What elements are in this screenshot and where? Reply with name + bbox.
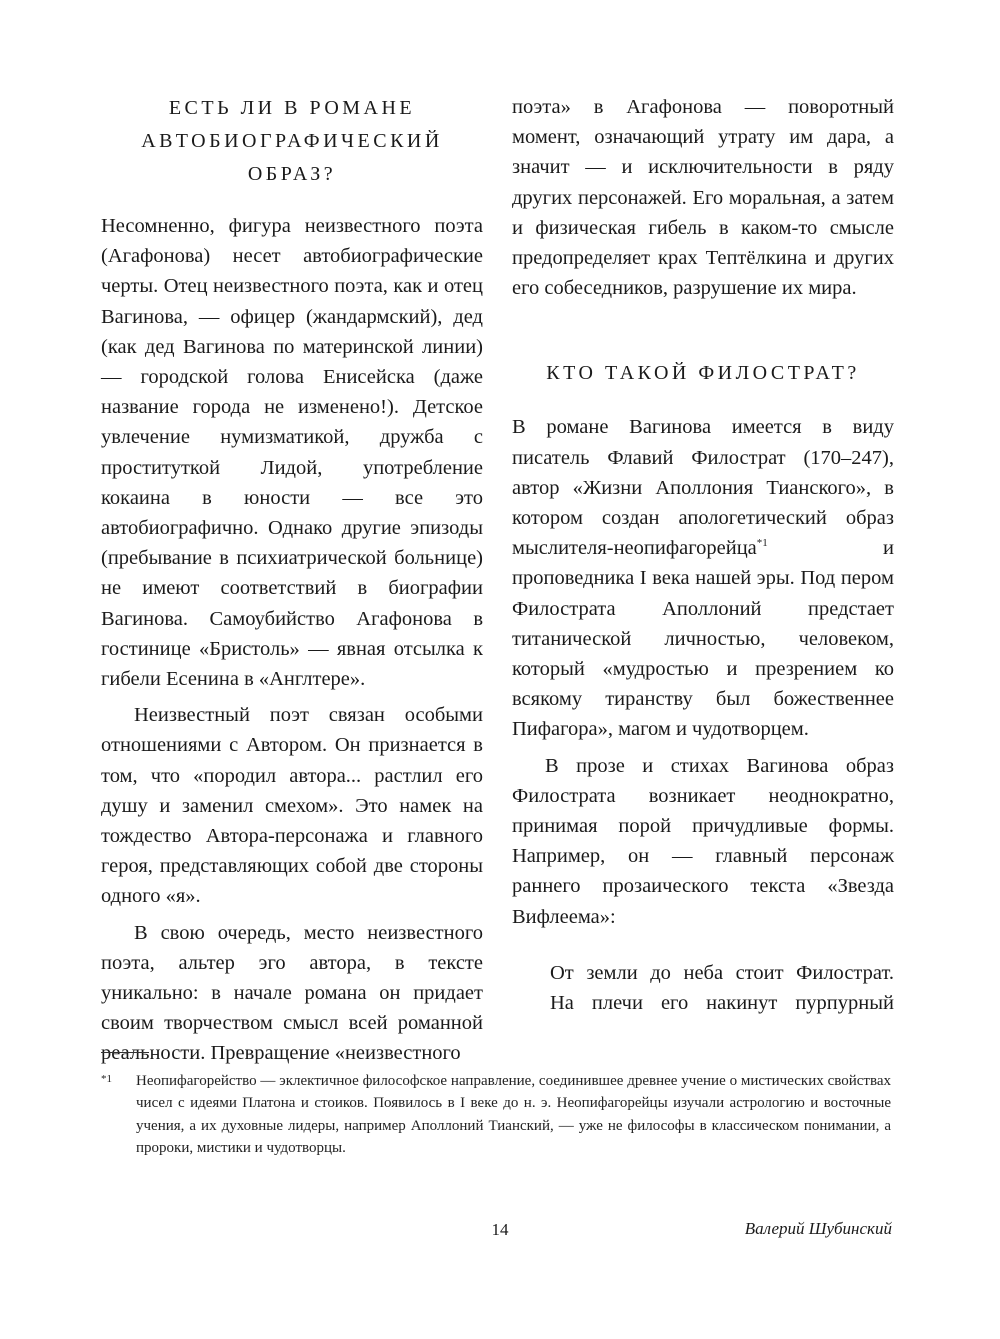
paragraph: Неизвестный поэт связан особыми отношениями с Автором. Он признается в том, что «породил автора... растлил его душу и заменил смехом». Это намек на тождество Автора-персонажа и главного героя, представляющих собой две стороны одного «я». [101, 704, 483, 908]
footnote-reference[interactable]: *1 [756, 537, 768, 550]
verse-line: От земли до неба стоит Филострат. [550, 961, 894, 984]
page-number: 14 [491, 1220, 509, 1239]
paragraph [512, 412, 894, 744]
paragraph: поэта» в Агафонова — поворотный момент, означающий утрату им дара, а значит — и исключительности в ряду других персонажей. Его моральная, а затем и физическая гибель в каком-то смысле предопределяет крах Тептёлкина и других его собеседников, разрушение их мира. [512, 96, 894, 300]
heading-line: ЕСТЬ ЛИ В РОМАНЕ [168, 97, 416, 119]
section-heading-autobiography [101, 92, 483, 191]
heading-line: ОБРАЗ? [247, 163, 337, 185]
heading-line: АВТОБИОГРАФИЧЕСКИЙ [141, 130, 443, 152]
section-heading-philostratus: КТО ТАКОЙ ФИЛОСТРАТ? [546, 362, 860, 385]
paragraph-text: и проповедника I века нашей эры. Под пером Филострата Аполлоний предстает титанической личностью, человеком, который «мудростью и презрением ко всякому тиранству был божественнее Пифагора», магом и чудотворцем. [512, 537, 894, 741]
paragraph: В прозе и стихах Вагинова образ Филострата возникает неоднократно, принимая порой причудливые формы. Например, он — главный персонаж раннего прозаического текста «Звезда Вифлеема»: [512, 754, 894, 928]
footnote-mark: *1 [101, 1073, 112, 1085]
footnote [101, 1070, 891, 1160]
paragraph: Несомненно, фигура неизвестного поэта (Агафонова) несет автобиографические черты. Отец неизвестного поэта, как и отец Вагинова, — офицер (жандармский), дед (как дед Вагинова по материнской линии) — городской голова Енисейска (даже название города не изменено!). Детское увлечение нумизматикой, дружба с проституткой Лидой, употребление кокаина в юности — все это автобиографично. Однако другие эпизоды (пребывание в психиатрической больнице) не имеют соответствий в биографии Вагинова. Самоубийство Агафонова в гостинице «Бристоль» — явная отсылка к гибели Есенина в «Англтере». [101, 215, 483, 691]
footnote-text: Неопифагорейство — эклектичное философское направление, соединившее древнее учение о мистических свойствах чисел с идеями Платона и стоиков. Появилось в I веке до н. э. Неопифагорейцы изучали астрологию и восточные учения, а их духовные лидеры, например Аполлоний Тианский, — уже не философы в классическом понимании, а пророки, мистики и чудотворцы. [136, 1073, 891, 1157]
footnote-divider [101, 1052, 149, 1053]
running-footer-author: Валерий Шубинский [744, 1219, 892, 1238]
verse-line: На плечи его накинут пурпурный [550, 992, 894, 1015]
paragraph-text: В романе Вагинова имеется в виду писатель Флавий Филострат (170–247), автор «Жизни Аполлония Тианского», в котором создан апологетический образ мыслителя-неопифагорейца [512, 416, 894, 560]
paragraph: В свою очередь, место неизвестного поэта, альтер эго автора, в тексте уникально: в начале романа он придает своим творчеством смысл всей романной реальности. Превращение «неизвестного [101, 921, 483, 1065]
left-column [101, 92, 483, 1069]
right-column [512, 92, 894, 1018]
